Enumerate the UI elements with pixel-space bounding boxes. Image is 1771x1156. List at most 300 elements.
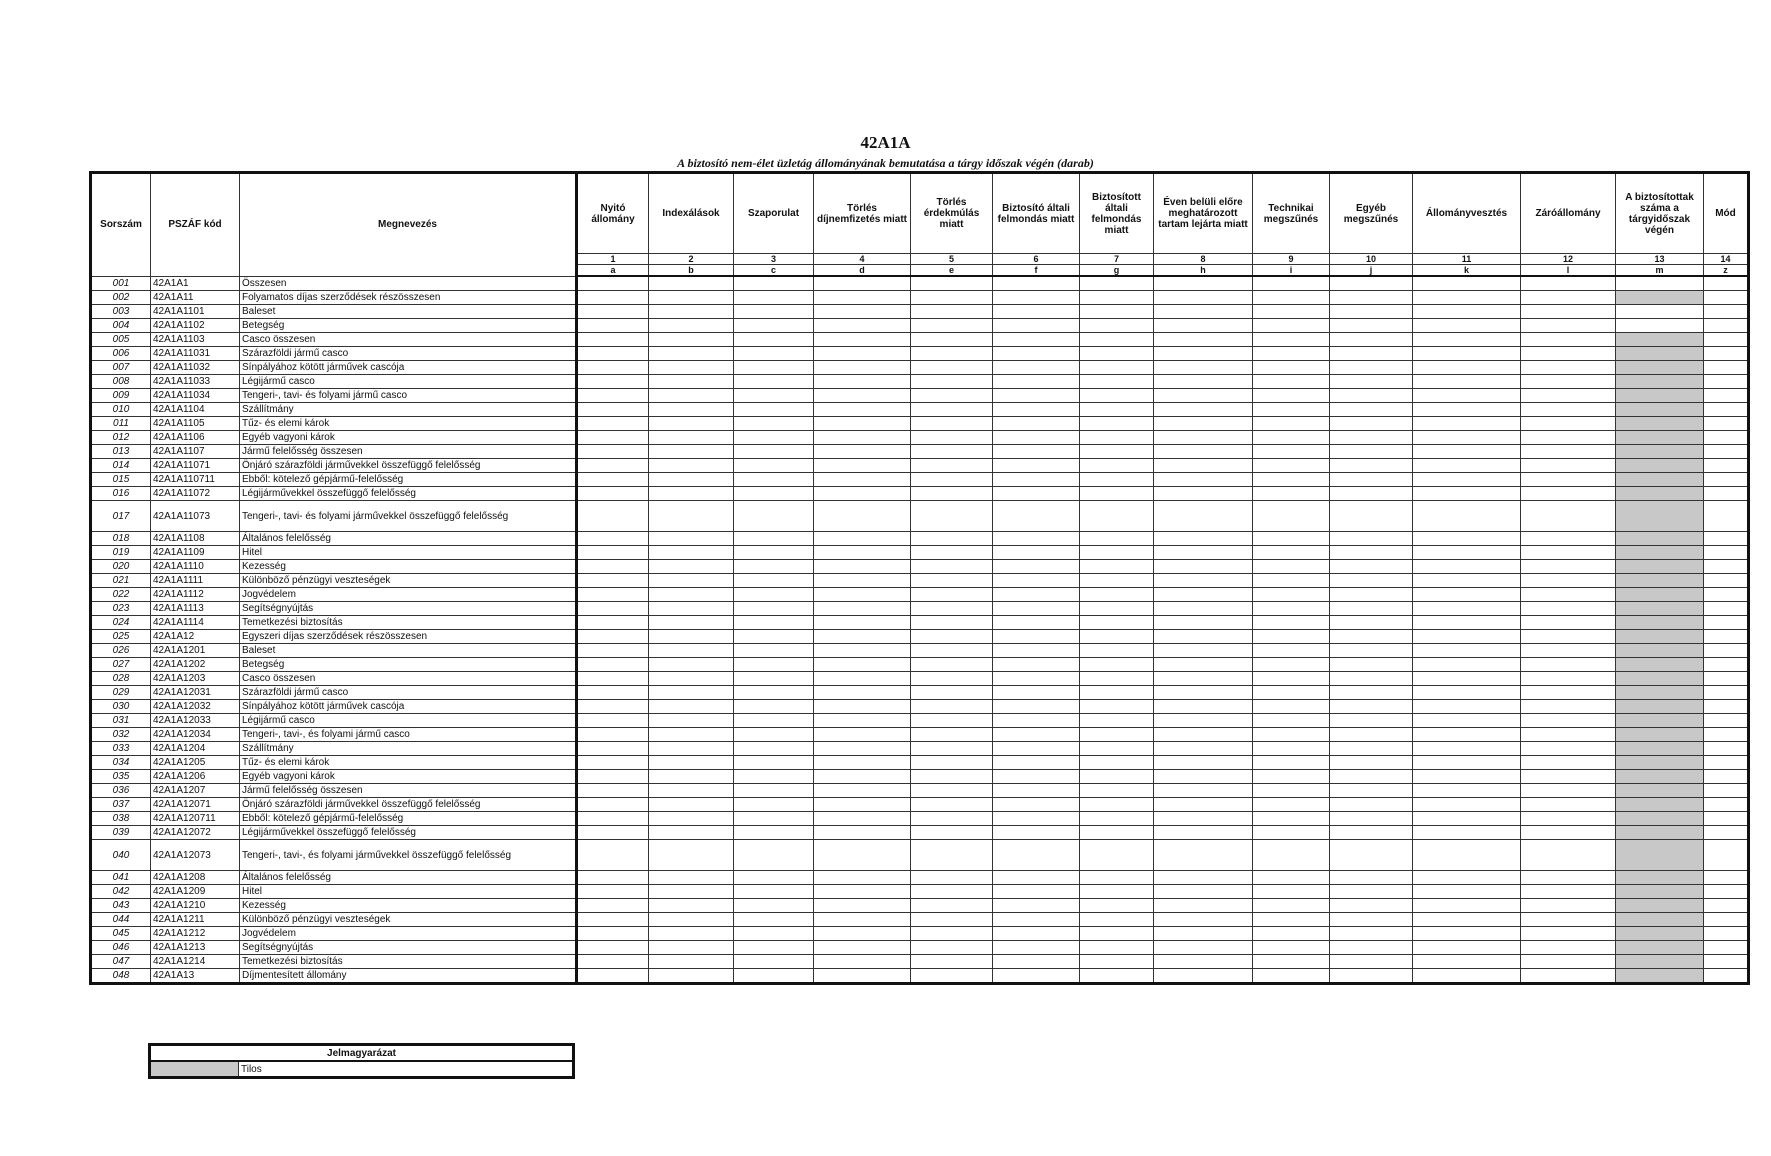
data-cell[interactable] (814, 770, 911, 784)
data-cell[interactable] (577, 728, 649, 742)
data-cell[interactable] (577, 417, 649, 431)
data-cell[interactable] (993, 913, 1080, 927)
data-cell[interactable] (1253, 658, 1330, 672)
data-cell[interactable] (1330, 276, 1413, 291)
data-cell[interactable] (1413, 756, 1521, 770)
data-cell[interactable] (1521, 431, 1616, 445)
data-cell[interactable] (1330, 602, 1413, 616)
data-cell[interactable] (1154, 375, 1253, 389)
data-cell[interactable] (1521, 305, 1616, 319)
data-cell[interactable] (1253, 616, 1330, 630)
data-cell[interactable] (1704, 417, 1749, 431)
data-cell[interactable] (814, 276, 911, 291)
data-cell[interactable] (911, 602, 993, 616)
data-cell[interactable] (814, 417, 911, 431)
data-cell[interactable] (1330, 969, 1413, 984)
data-cell[interactable] (734, 672, 814, 686)
data-cell[interactable] (1080, 630, 1154, 644)
data-cell[interactable] (1413, 602, 1521, 616)
data-cell[interactable] (1253, 403, 1330, 417)
data-cell[interactable] (649, 574, 734, 588)
data-cell[interactable] (1704, 728, 1749, 742)
data-cell[interactable] (1616, 459, 1704, 473)
data-cell[interactable] (911, 501, 993, 532)
data-cell[interactable] (1413, 798, 1521, 812)
data-cell[interactable] (1253, 941, 1330, 955)
data-cell[interactable] (1253, 445, 1330, 459)
data-cell[interactable] (993, 941, 1080, 955)
data-cell[interactable] (1616, 319, 1704, 333)
data-cell[interactable] (1413, 913, 1521, 927)
data-cell[interactable] (814, 658, 911, 672)
data-cell[interactable] (814, 714, 911, 728)
data-cell[interactable] (734, 546, 814, 560)
data-cell[interactable] (734, 616, 814, 630)
data-cell[interactable] (1330, 588, 1413, 602)
data-cell[interactable] (1704, 560, 1749, 574)
data-cell[interactable] (1080, 812, 1154, 826)
data-cell[interactable] (1330, 672, 1413, 686)
data-cell[interactable] (1154, 871, 1253, 885)
data-cell[interactable] (1080, 431, 1154, 445)
data-cell[interactable] (1413, 812, 1521, 826)
data-cell[interactable] (1521, 941, 1616, 955)
data-cell[interactable] (1704, 276, 1749, 291)
data-cell[interactable] (1330, 532, 1413, 546)
data-cell[interactable] (814, 728, 911, 742)
data-cell[interactable] (1521, 840, 1616, 871)
data-cell[interactable] (814, 560, 911, 574)
data-cell[interactable] (1413, 941, 1521, 955)
data-cell[interactable] (1253, 798, 1330, 812)
data-cell[interactable] (1154, 501, 1253, 532)
data-cell[interactable] (911, 574, 993, 588)
data-cell[interactable] (1704, 969, 1749, 984)
data-cell[interactable] (649, 291, 734, 305)
data-cell[interactable] (814, 588, 911, 602)
data-cell[interactable] (1253, 955, 1330, 969)
data-cell[interactable] (1080, 276, 1154, 291)
data-cell[interactable] (1330, 375, 1413, 389)
data-cell[interactable] (814, 630, 911, 644)
data-cell[interactable] (1253, 644, 1330, 658)
data-cell[interactable] (993, 728, 1080, 742)
data-cell[interactable] (1330, 319, 1413, 333)
data-cell[interactable] (1154, 630, 1253, 644)
data-cell[interactable] (734, 913, 814, 927)
data-cell[interactable] (1080, 616, 1154, 630)
data-cell[interactable] (734, 899, 814, 913)
data-cell[interactable] (1616, 616, 1704, 630)
data-cell[interactable] (1616, 658, 1704, 672)
data-cell[interactable] (734, 955, 814, 969)
data-cell[interactable] (734, 969, 814, 984)
data-cell[interactable] (1704, 955, 1749, 969)
data-cell[interactable] (1154, 305, 1253, 319)
data-cell[interactable] (649, 756, 734, 770)
data-cell[interactable] (1080, 840, 1154, 871)
data-cell[interactable] (734, 714, 814, 728)
data-cell[interactable] (814, 347, 911, 361)
data-cell[interactable] (814, 546, 911, 560)
data-cell[interactable] (1154, 714, 1253, 728)
data-cell[interactable] (1154, 700, 1253, 714)
data-cell[interactable] (814, 672, 911, 686)
data-cell[interactable] (1253, 501, 1330, 532)
data-cell[interactable] (1413, 319, 1521, 333)
data-cell[interactable] (577, 630, 649, 644)
data-cell[interactable] (911, 276, 993, 291)
data-cell[interactable] (1413, 770, 1521, 784)
data-cell[interactable] (1253, 770, 1330, 784)
data-cell[interactable] (993, 333, 1080, 347)
data-cell[interactable] (814, 784, 911, 798)
data-cell[interactable] (1330, 770, 1413, 784)
data-cell[interactable] (911, 885, 993, 899)
data-cell[interactable] (734, 885, 814, 899)
data-cell[interactable] (1704, 319, 1749, 333)
data-cell[interactable] (1616, 969, 1704, 984)
data-cell[interactable] (1330, 885, 1413, 899)
data-cell[interactable] (1154, 574, 1253, 588)
data-cell[interactable] (1330, 742, 1413, 756)
data-cell[interactable] (1413, 700, 1521, 714)
data-cell[interactable] (649, 305, 734, 319)
data-cell[interactable] (1413, 784, 1521, 798)
data-cell[interactable] (1616, 361, 1704, 375)
data-cell[interactable] (814, 375, 911, 389)
data-cell[interactable] (1521, 798, 1616, 812)
data-cell[interactable] (1521, 871, 1616, 885)
data-cell[interactable] (911, 913, 993, 927)
data-cell[interactable] (649, 941, 734, 955)
data-cell[interactable] (1704, 501, 1749, 532)
data-cell[interactable] (1616, 784, 1704, 798)
data-cell[interactable] (1521, 658, 1616, 672)
data-cell[interactable] (1080, 473, 1154, 487)
data-cell[interactable] (734, 375, 814, 389)
data-cell[interactable] (1413, 431, 1521, 445)
data-cell[interactable] (1704, 672, 1749, 686)
data-cell[interactable] (1253, 291, 1330, 305)
data-cell[interactable] (1253, 333, 1330, 347)
data-cell[interactable] (1521, 672, 1616, 686)
data-cell[interactable] (577, 276, 649, 291)
data-cell[interactable] (1253, 686, 1330, 700)
data-cell[interactable] (1154, 532, 1253, 546)
data-cell[interactable] (814, 445, 911, 459)
data-cell[interactable] (1521, 770, 1616, 784)
data-cell[interactable] (1330, 501, 1413, 532)
data-cell[interactable] (814, 742, 911, 756)
data-cell[interactable] (1330, 347, 1413, 361)
data-cell[interactable] (911, 644, 993, 658)
data-cell[interactable] (1413, 417, 1521, 431)
data-cell[interactable] (1413, 473, 1521, 487)
data-cell[interactable] (1154, 826, 1253, 840)
data-cell[interactable] (814, 431, 911, 445)
data-cell[interactable] (1413, 403, 1521, 417)
data-cell[interactable] (1704, 714, 1749, 728)
data-cell[interactable] (649, 445, 734, 459)
data-cell[interactable] (577, 742, 649, 756)
data-cell[interactable] (1253, 347, 1330, 361)
data-cell[interactable] (1413, 658, 1521, 672)
data-cell[interactable] (1080, 560, 1154, 574)
data-cell[interactable] (1253, 305, 1330, 319)
data-cell[interactable] (1616, 487, 1704, 501)
data-cell[interactable] (1080, 305, 1154, 319)
data-cell[interactable] (734, 333, 814, 347)
data-cell[interactable] (734, 487, 814, 501)
data-cell[interactable] (1154, 602, 1253, 616)
data-cell[interactable] (1330, 431, 1413, 445)
data-cell[interactable] (1330, 913, 1413, 927)
data-cell[interactable] (814, 812, 911, 826)
data-cell[interactable] (649, 686, 734, 700)
data-cell[interactable] (1080, 714, 1154, 728)
data-cell[interactable] (1253, 431, 1330, 445)
data-cell[interactable] (1521, 686, 1616, 700)
data-cell[interactable] (649, 361, 734, 375)
data-cell[interactable] (911, 487, 993, 501)
data-cell[interactable] (911, 672, 993, 686)
data-cell[interactable] (734, 291, 814, 305)
data-cell[interactable] (1704, 927, 1749, 941)
data-cell[interactable] (993, 431, 1080, 445)
data-cell[interactable] (1521, 644, 1616, 658)
data-cell[interactable] (1253, 630, 1330, 644)
data-cell[interactable] (1413, 714, 1521, 728)
data-cell[interactable] (1080, 913, 1154, 927)
data-cell[interactable] (911, 473, 993, 487)
data-cell[interactable] (1616, 333, 1704, 347)
data-cell[interactable] (577, 871, 649, 885)
data-cell[interactable] (993, 840, 1080, 871)
data-cell[interactable] (734, 840, 814, 871)
data-cell[interactable] (1253, 728, 1330, 742)
data-cell[interactable] (577, 291, 649, 305)
data-cell[interactable] (1521, 532, 1616, 546)
data-cell[interactable] (993, 291, 1080, 305)
data-cell[interactable] (1704, 770, 1749, 784)
data-cell[interactable] (1521, 700, 1616, 714)
data-cell[interactable] (1413, 546, 1521, 560)
data-cell[interactable] (1413, 560, 1521, 574)
data-cell[interactable] (1521, 616, 1616, 630)
data-cell[interactable] (577, 445, 649, 459)
data-cell[interactable] (1154, 361, 1253, 375)
data-cell[interactable] (993, 672, 1080, 686)
data-cell[interactable] (1616, 546, 1704, 560)
data-cell[interactable] (1330, 616, 1413, 630)
data-cell[interactable] (911, 445, 993, 459)
data-cell[interactable] (1154, 616, 1253, 630)
data-cell[interactable] (814, 756, 911, 770)
data-cell[interactable] (1330, 644, 1413, 658)
data-cell[interactable] (577, 347, 649, 361)
data-cell[interactable] (993, 445, 1080, 459)
data-cell[interactable] (1413, 389, 1521, 403)
data-cell[interactable] (1413, 871, 1521, 885)
data-cell[interactable] (911, 347, 993, 361)
data-cell[interactable] (1413, 644, 1521, 658)
data-cell[interactable] (911, 798, 993, 812)
data-cell[interactable] (1154, 546, 1253, 560)
data-cell[interactable] (1154, 445, 1253, 459)
data-cell[interactable] (1330, 941, 1413, 955)
data-cell[interactable] (577, 899, 649, 913)
data-cell[interactable] (993, 686, 1080, 700)
data-cell[interactable] (1413, 588, 1521, 602)
data-cell[interactable] (1154, 756, 1253, 770)
data-cell[interactable] (993, 473, 1080, 487)
data-cell[interactable] (1330, 459, 1413, 473)
data-cell[interactable] (577, 756, 649, 770)
data-cell[interactable] (1413, 347, 1521, 361)
data-cell[interactable] (814, 389, 911, 403)
data-cell[interactable] (1521, 560, 1616, 574)
data-cell[interactable] (1521, 812, 1616, 826)
data-cell[interactable] (1080, 445, 1154, 459)
data-cell[interactable] (993, 742, 1080, 756)
data-cell[interactable] (814, 532, 911, 546)
data-cell[interactable] (1616, 560, 1704, 574)
data-cell[interactable] (577, 602, 649, 616)
data-cell[interactable] (993, 560, 1080, 574)
data-cell[interactable] (1154, 658, 1253, 672)
data-cell[interactable] (1080, 686, 1154, 700)
data-cell[interactable] (993, 347, 1080, 361)
data-cell[interactable] (911, 403, 993, 417)
data-cell[interactable] (1330, 700, 1413, 714)
data-cell[interactable] (1704, 812, 1749, 826)
data-cell[interactable] (1330, 728, 1413, 742)
data-cell[interactable] (1253, 546, 1330, 560)
data-cell[interactable] (577, 686, 649, 700)
data-cell[interactable] (1616, 291, 1704, 305)
data-cell[interactable] (911, 871, 993, 885)
data-cell[interactable] (1330, 445, 1413, 459)
data-cell[interactable] (1330, 630, 1413, 644)
data-cell[interactable] (577, 927, 649, 941)
data-cell[interactable] (1704, 532, 1749, 546)
data-cell[interactable] (649, 616, 734, 630)
data-cell[interactable] (1413, 487, 1521, 501)
data-cell[interactable] (649, 728, 734, 742)
data-cell[interactable] (1330, 955, 1413, 969)
data-cell[interactable] (1253, 840, 1330, 871)
data-cell[interactable] (1080, 899, 1154, 913)
data-cell[interactable] (577, 431, 649, 445)
data-cell[interactable] (1616, 913, 1704, 927)
data-cell[interactable] (911, 291, 993, 305)
data-cell[interactable] (734, 445, 814, 459)
data-cell[interactable] (1154, 784, 1253, 798)
data-cell[interactable] (1616, 644, 1704, 658)
data-cell[interactable] (1521, 319, 1616, 333)
data-cell[interactable] (734, 871, 814, 885)
data-cell[interactable] (1616, 473, 1704, 487)
data-cell[interactable] (911, 899, 993, 913)
data-cell[interactable] (1330, 927, 1413, 941)
data-cell[interactable] (993, 644, 1080, 658)
data-cell[interactable] (1080, 532, 1154, 546)
data-cell[interactable] (911, 840, 993, 871)
data-cell[interactable] (911, 826, 993, 840)
data-cell[interactable] (993, 714, 1080, 728)
data-cell[interactable] (577, 574, 649, 588)
data-cell[interactable] (1413, 291, 1521, 305)
data-cell[interactable] (1330, 487, 1413, 501)
data-cell[interactable] (1253, 417, 1330, 431)
data-cell[interactable] (1616, 714, 1704, 728)
data-cell[interactable] (649, 459, 734, 473)
data-cell[interactable] (1154, 728, 1253, 742)
data-cell[interactable] (1616, 445, 1704, 459)
data-cell[interactable] (649, 560, 734, 574)
data-cell[interactable] (1704, 630, 1749, 644)
data-cell[interactable] (993, 459, 1080, 473)
data-cell[interactable] (577, 826, 649, 840)
data-cell[interactable] (1704, 686, 1749, 700)
data-cell[interactable] (1080, 658, 1154, 672)
data-cell[interactable] (1253, 784, 1330, 798)
data-cell[interactable] (734, 756, 814, 770)
data-cell[interactable] (649, 658, 734, 672)
data-cell[interactable] (1704, 574, 1749, 588)
data-cell[interactable] (993, 798, 1080, 812)
data-cell[interactable] (1330, 871, 1413, 885)
data-cell[interactable] (649, 333, 734, 347)
data-cell[interactable] (814, 305, 911, 319)
data-cell[interactable] (911, 955, 993, 969)
data-cell[interactable] (911, 459, 993, 473)
data-cell[interactable] (1330, 686, 1413, 700)
data-cell[interactable] (1413, 840, 1521, 871)
data-cell[interactable] (1080, 742, 1154, 756)
data-cell[interactable] (1616, 941, 1704, 955)
data-cell[interactable] (1080, 798, 1154, 812)
data-cell[interactable] (649, 899, 734, 913)
data-cell[interactable] (734, 417, 814, 431)
data-cell[interactable] (577, 714, 649, 728)
data-cell[interactable] (1253, 756, 1330, 770)
data-cell[interactable] (1413, 672, 1521, 686)
data-cell[interactable] (577, 798, 649, 812)
data-cell[interactable] (1330, 812, 1413, 826)
data-cell[interactable] (649, 770, 734, 784)
data-cell[interactable] (814, 291, 911, 305)
data-cell[interactable] (1704, 742, 1749, 756)
data-cell[interactable] (1413, 686, 1521, 700)
data-cell[interactable] (649, 588, 734, 602)
data-cell[interactable] (1154, 333, 1253, 347)
data-cell[interactable] (993, 658, 1080, 672)
data-cell[interactable] (1704, 389, 1749, 403)
data-cell[interactable] (1616, 742, 1704, 756)
data-cell[interactable] (911, 431, 993, 445)
data-cell[interactable] (993, 487, 1080, 501)
data-cell[interactable] (911, 417, 993, 431)
data-cell[interactable] (649, 389, 734, 403)
data-cell[interactable] (911, 546, 993, 560)
data-cell[interactable] (1704, 291, 1749, 305)
data-cell[interactable] (734, 927, 814, 941)
data-cell[interactable] (734, 459, 814, 473)
data-cell[interactable] (1080, 347, 1154, 361)
data-cell[interactable] (1154, 487, 1253, 501)
